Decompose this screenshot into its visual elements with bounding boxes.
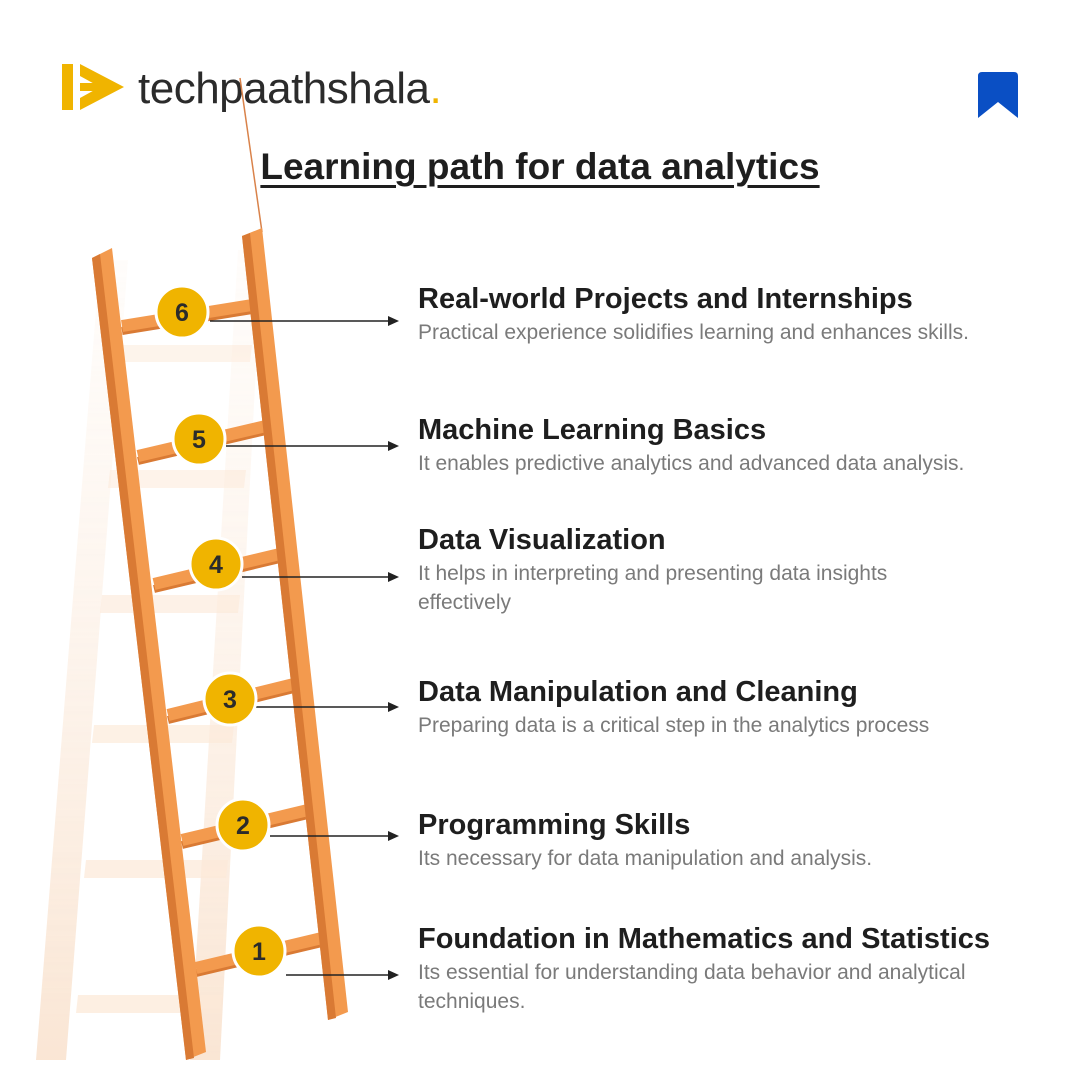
step-6 <box>418 282 1058 347</box>
step-5 <box>418 413 1058 478</box>
step-2 <box>418 808 1058 873</box>
step-1-arrowhead <box>388 970 399 980</box>
step-2-title: Programming Skills <box>418 809 691 841</box>
step-5-title: Machine Learning Basics <box>418 414 767 446</box>
step-1-number: 1 <box>252 938 266 966</box>
step-4-arrowhead <box>388 572 399 582</box>
step-6-arrowhead <box>388 316 399 326</box>
step-6-description: Practical experience solidifies learning and enhances skills. <box>418 321 969 344</box>
step-3-title: Data Manipulation and Cleaning <box>418 676 858 708</box>
step-5-arrowhead <box>388 441 399 451</box>
step-2-number: 2 <box>236 812 250 840</box>
step-4 <box>418 523 1058 617</box>
step-2-arrowhead <box>388 831 399 841</box>
step-6-number: 6 <box>175 299 189 327</box>
step-1-description: Its essential for understanding data behavior and analytical techniques. <box>418 961 966 1013</box>
page-title: Learning path for data analytics <box>260 146 820 187</box>
step-4-number: 4 <box>209 551 223 579</box>
step-5-number: 5 <box>192 426 206 454</box>
step-3-arrowhead <box>388 702 399 712</box>
step-3 <box>418 675 1058 740</box>
step-3-number: 3 <box>223 686 237 714</box>
step-5-description: It enables predictive analytics and advanced data analysis. <box>418 452 965 475</box>
brand-dot: . <box>429 64 442 113</box>
hanging-string <box>240 78 262 232</box>
brand-name: techpaathshala <box>138 64 430 113</box>
step-4-description: It helps in interpreting and presenting data insights effectively <box>418 562 888 614</box>
step-1 <box>418 922 1058 1016</box>
step-4-title: Data Visualization <box>418 524 666 556</box>
step-3-description: Preparing data is a critical step in the analytics process <box>418 714 930 737</box>
step-2-description: Its necessary for data manipulation and analysis. <box>418 847 873 870</box>
step-6-title: Real-world Projects and Internships <box>418 283 913 315</box>
step-1-title: Foundation in Mathematics and Statistics <box>418 923 991 955</box>
